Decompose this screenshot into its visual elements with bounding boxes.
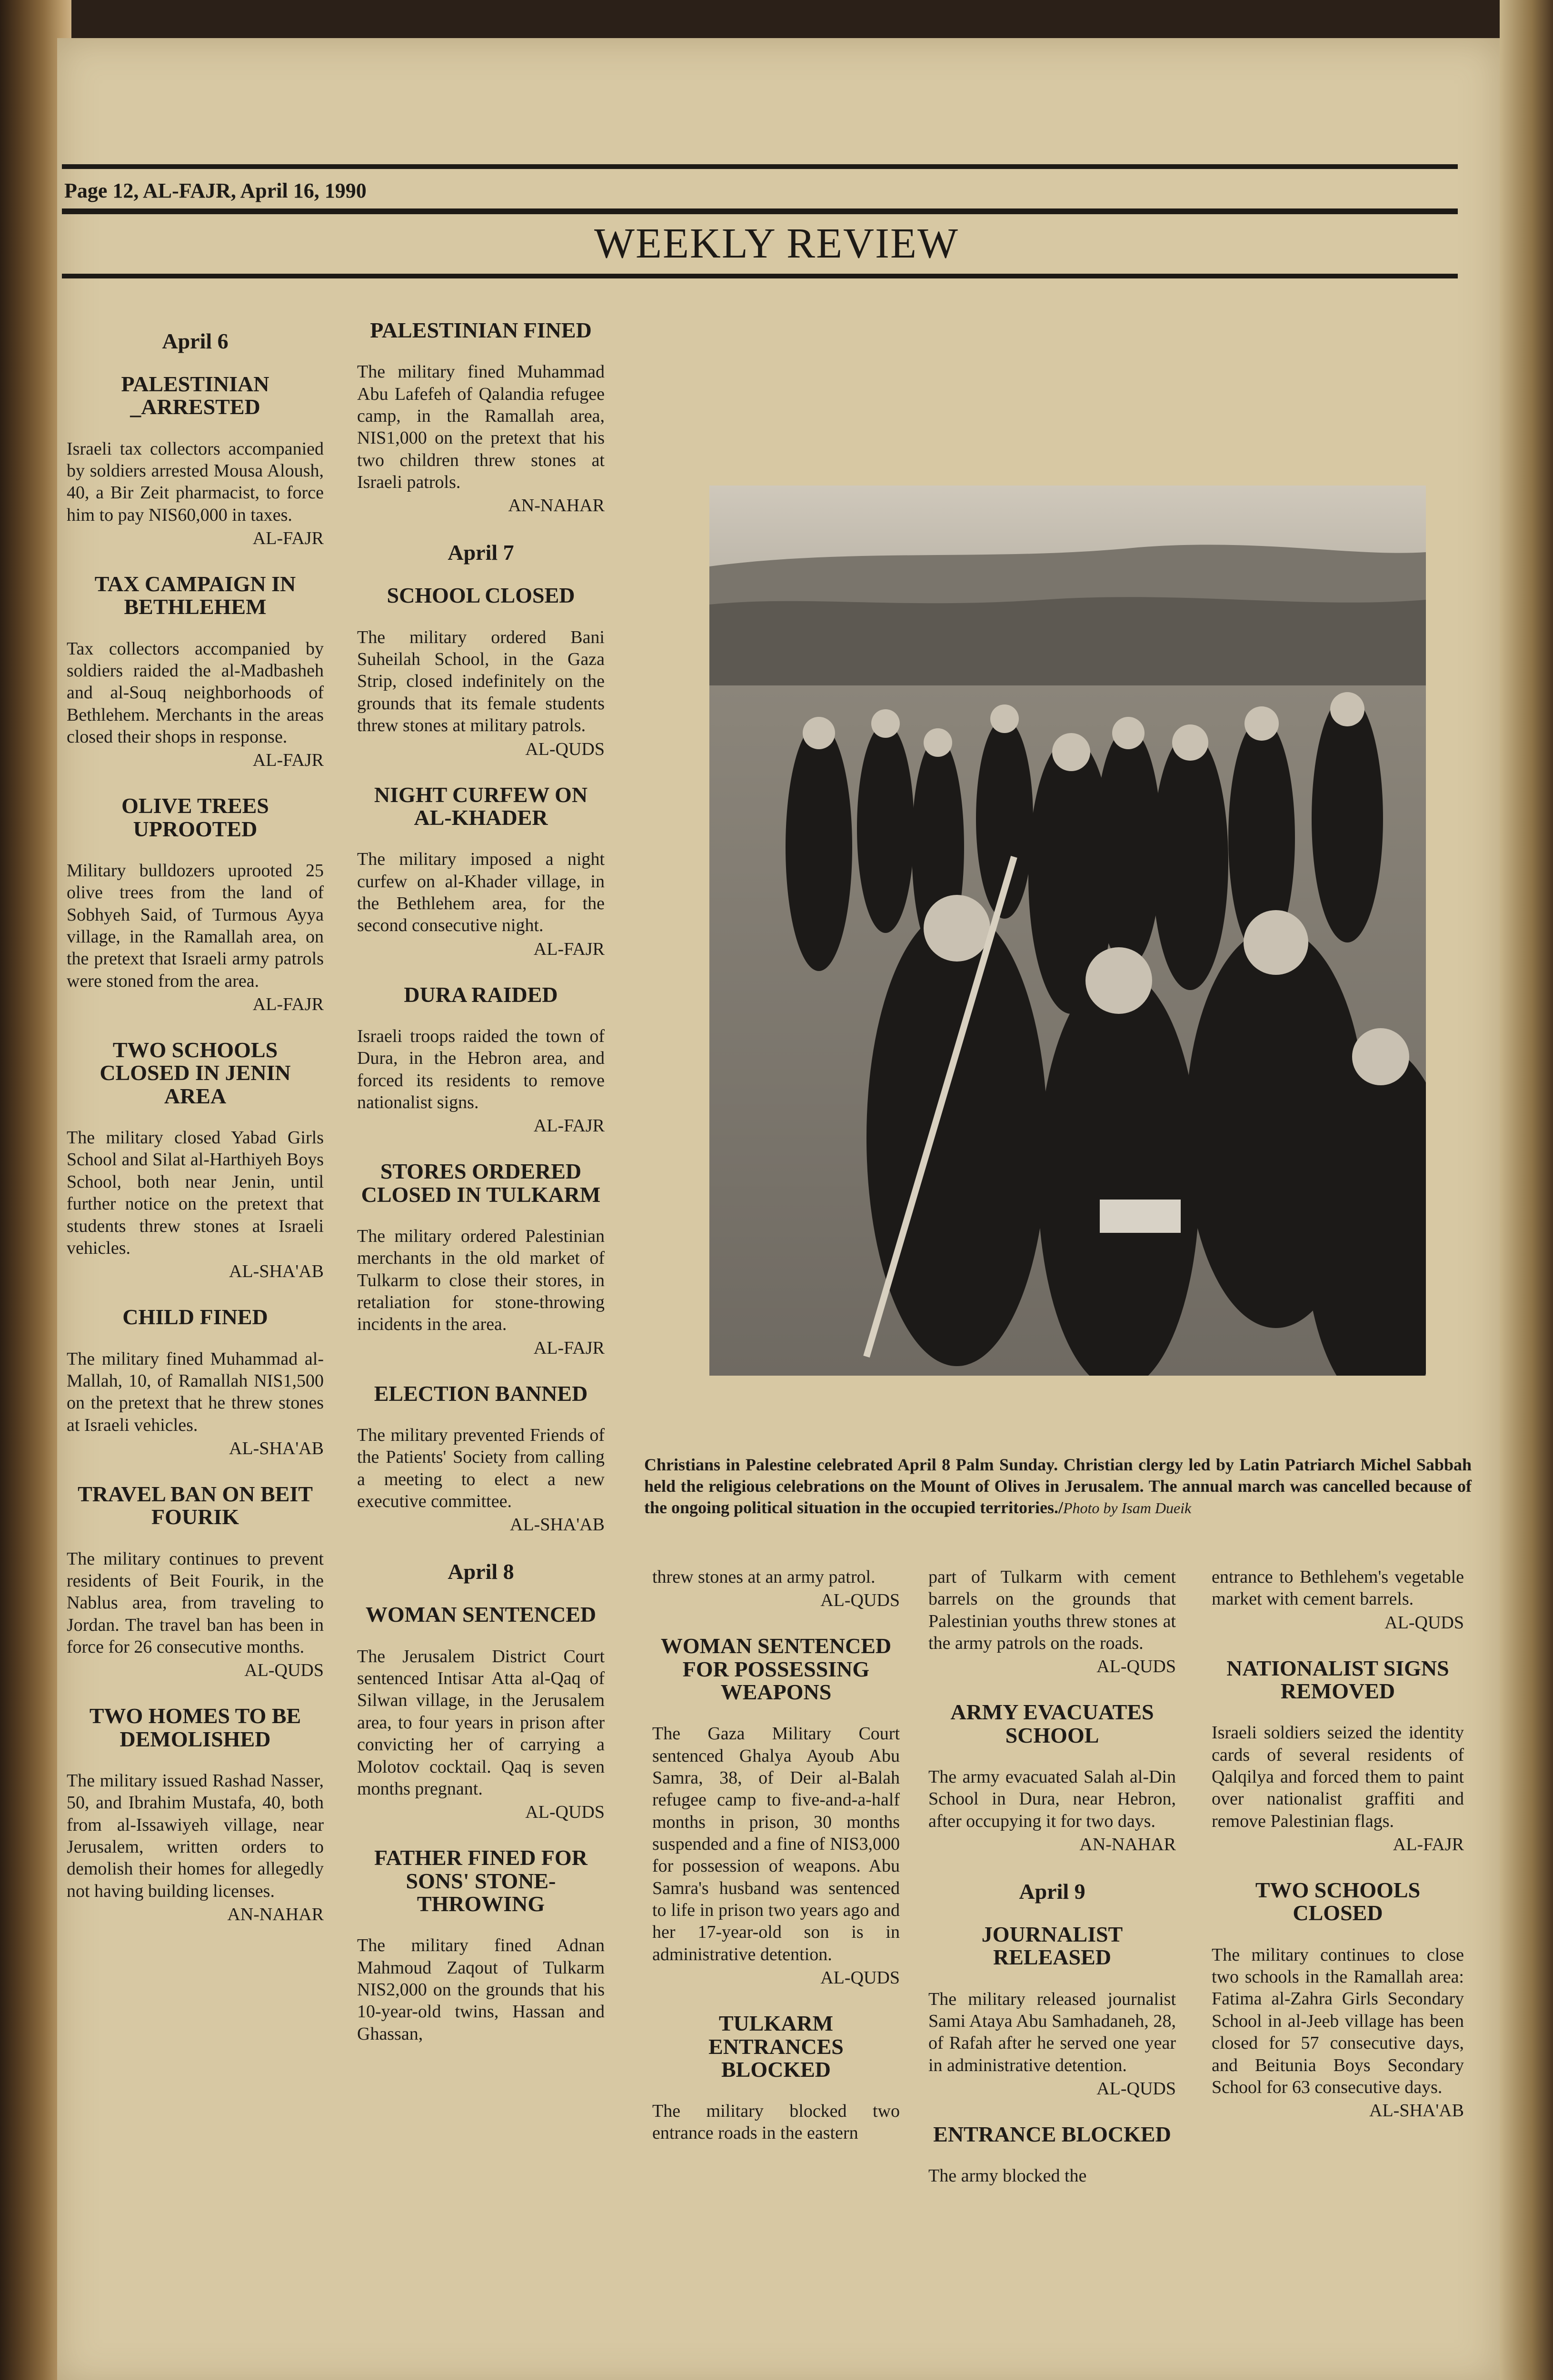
article (67, 1306, 324, 1459)
article (67, 794, 324, 1015)
article-body: The military issued Rashad Nasser, 50, and Ibrahim Mustafa, 40, both from al-Issawiyeh village, near Jerusalem, written orders to demolish their homes for allegedly not having building licenses. (67, 1770, 324, 1901)
article (1212, 1657, 1464, 1855)
article-body: Israeli soldiers seized the identity cards of several residents of Qalqilya and forced them to paint over nationalist graffiti and remove Palestinian flags. (1212, 1723, 1464, 1831)
top-rule (62, 164, 1458, 169)
article-body: The military released journalist Sami Ataya Abu Samhadaneh, 28, of Rafah after he served one year in administrative detention. (928, 1989, 1176, 2075)
source: AL-FAJR (252, 528, 324, 549)
source: AL-SHA'AB (229, 1261, 324, 1282)
page-edge (1500, 0, 1553, 2380)
headline: STORES ORDERED CLOSED IN TULKARM (361, 1159, 601, 1207)
article-body: The military continues to prevent residents of Beit Fourik, in the Nablus area, from traveling to Jordan. The travel ban has been in force for 26 consecutive months. (67, 1548, 324, 1657)
article (1212, 1566, 1464, 1633)
headline: TRAVEL BAN ON BEIT FOURIK (78, 1481, 313, 1529)
article-body: The Gaza Military Court sentenced Ghalya Ayoub Abu Samra, 38, of Deir al-Balah refugee camp to five-and-a-half months in prison, 30 months suspended and a fine of NIS3,000 for possession of weapons. Abu Samra's husband was sentenced to life in prison two years ago and her 17-year-old son is in administrative detention. (652, 1724, 900, 1964)
source: AL-QUDS (244, 1660, 324, 1681)
article-body: The army blocked the (928, 2166, 1087, 2186)
article (928, 1566, 1176, 1677)
article-body: The military fined Muhammad Abu Lafefeh of Qalandia refugee camp, in the Ramallah area, NIS1,000 on the pretext that his two children threw stones at Israeli patrols. (357, 362, 605, 493)
article (357, 983, 605, 1137)
date-heading: April 9 (1019, 1879, 1085, 1904)
article-body: Israeli tax collectors accompanied by soldiers arrested Mousa Aloush, 40, a Bir Zeit pharmacist, to force him to pay NIS60,000 in taxes. (67, 438, 324, 525)
source: AN-NAHAR (508, 496, 605, 516)
headline: NATIONALIST SIGNS REMOVED (1226, 1656, 1449, 1704)
headline: NIGHT CURFEW ON AL-KHADER (374, 782, 588, 830)
article (928, 1701, 1176, 1855)
article (67, 1483, 324, 1681)
article (357, 584, 605, 759)
article-body: threw stones at an army patrol. (652, 1567, 876, 1587)
article-body: Military bulldozers uprooted 25 olive trees from the land of Sobhyeh Said, of Turmous Ayya village, in the Ramallah area, on the pretext that Israeli army patrols were stoned from the area. (67, 861, 324, 991)
headline: WOMAN SENTENCED (365, 1602, 597, 1627)
headline: TWO SCHOOLS CLOSED (1255, 1878, 1421, 1925)
bleed-through (609, 333, 628, 399)
source: AL-FAJR (252, 994, 324, 1015)
article (357, 1160, 605, 1358)
source: AL-FAJR (533, 939, 605, 959)
article (67, 573, 324, 771)
article (652, 1635, 900, 1988)
source: AL-FAJR (1393, 1835, 1464, 1855)
article (67, 1705, 324, 1925)
article-body: The military closed Yabad Girls School and Silat al-Harthiyeh Boys School, both near Jenin, until further notice on the pretext that students threw stones at Israeli vehicles. (67, 1128, 324, 1258)
article-body: part of Tulkarm with cement barrels on the grounds that Palestinian youths threw stones at the army patrols on the roads. (928, 1567, 1176, 1654)
source: AL-SHA'AB (229, 1438, 324, 1458)
headline: TWO SCHOOLS CLOSED IN JENIN AREA (100, 1038, 291, 1108)
headline: ELECTION BANNED (374, 1381, 588, 1406)
headline: SCHOOL CLOSED (387, 583, 575, 608)
column-5 (1212, 1566, 1464, 2145)
source: AL-FAJR (533, 1338, 605, 1358)
headline: TWO HOMES TO BE DEMOLISHED (89, 1704, 301, 1751)
article (1212, 1879, 1464, 2121)
date-heading: April 6 (162, 329, 229, 353)
article-body: The military imposed a night curfew on al-Khader village, in the Bethlehem area, for the second consecutive night. (357, 849, 605, 936)
article (928, 1923, 1176, 2099)
source: AL-QUDS (525, 739, 605, 759)
headline: WOMAN SENTENCED FOR POSSESSING WEAPONS (660, 1634, 892, 1704)
article (928, 2123, 1176, 2187)
column-1 (67, 328, 324, 1949)
article-body: The military continues to close two schools in the Ramallah area: Fatima al-Zahra Girls Secondary School in al-Jeeb village has been closed for 57 consecutive days, and Beitunia Boys Secondary School for 63 consecutive days. (1212, 1944, 1464, 2097)
article-body: The military prevented Friends of the Patients' Society from calling a meeting to elect a new executive committee. (357, 1425, 605, 1512)
headline: DURA RAIDED (404, 982, 558, 1007)
article-body: The military ordered Bani Suheilah School, in the Gaza Strip, closed indefinitely on the grounds that its female students threw stones at military patrols. (357, 627, 605, 736)
caption-text: Christians in Palestine celebrated April 8 Palm Sunday. Christian clergy led by Latin Patriarch Michel Sabbah held the religious celebrations on the Mount of Olives in Jerusalem. The annual march was cancelled because of the ongoing political situation in the occupied territories./ (644, 1455, 1472, 1517)
header-rule (62, 208, 1458, 214)
masthead-rule (62, 274, 1458, 278)
date-heading: April 8 (448, 1559, 514, 1584)
section-title: WEEKLY REVIEW (594, 220, 959, 267)
source: AL-QUDS (1096, 1656, 1176, 1677)
headline: TAX CAMPAIGN IN BETHLEHEM (94, 572, 296, 619)
article-body: entrance to Bethlehem's vegetable market with cement barrels. (1212, 1567, 1464, 1609)
column-3 (652, 1566, 900, 2144)
headline: ARMY EVACUATES SCHOOL (950, 1700, 1154, 1747)
source: AL-QUDS (1384, 1612, 1464, 1633)
photo-caption (644, 1454, 1472, 1518)
headline: CHILD FINED (122, 1305, 268, 1329)
date-heading: April 7 (448, 540, 514, 565)
source: AN-NAHAR (1079, 1835, 1176, 1855)
column-2 (357, 319, 605, 2045)
article (357, 1846, 605, 2045)
palm-sunday-photo (709, 486, 1426, 1376)
source: AN-NAHAR (227, 1904, 324, 1925)
headline: TULKARM ENTRANCES BLOCKED (708, 2011, 844, 2082)
article (357, 1603, 605, 1823)
article-body: Israeli troops raided the town of Dura, in the Hebron area, and forced its residents to remove nationalist signs. (357, 1026, 605, 1112)
source: AL-QUDS (525, 1802, 605, 1823)
source: AL-QUDS (1096, 2079, 1176, 2099)
article-body: The army evacuated Salah al-Din School in Dura, near Hebron, after occupying it for two days. (928, 1767, 1176, 1831)
source: AL-QUDS (820, 1590, 900, 1611)
article (67, 1039, 324, 1282)
headline: OLIVE TREES UPROOTED (121, 793, 269, 841)
article (652, 2012, 900, 2144)
article (357, 783, 605, 960)
photo-credit: Photo by Isam Dueik (1063, 1499, 1192, 1517)
source: AL-FAJR (533, 1116, 605, 1136)
headline: FATHER FINED FOR SONS' STONE-THROWING (374, 1845, 588, 1916)
article (357, 319, 605, 516)
headline: PALESTINIAN FINED (370, 318, 592, 342)
article (67, 373, 324, 549)
article (652, 1566, 900, 1611)
article-body: The Jerusalem District Court sentenced Intisar Atta al-Qaq of Silwan village, in the Jerusalem area, to four years in prison after convicting her of carrying a Molotov cocktail. Qaq is seven months pregnant. (357, 1646, 605, 1799)
article-body: The military fined Adnan Mahmoud Zaqout of Tulkarm NIS2,000 on the grounds that his 10-year-old twins, Hassan and Ghassan, (357, 1935, 605, 2044)
page-line: Page 12, AL-FAJR, April 16, 1990 (64, 179, 367, 202)
source: AL-SHA'AB (1369, 2101, 1464, 2121)
photo-illustration (709, 486, 1426, 1376)
source: AL-QUDS (820, 1968, 900, 1988)
article (357, 1382, 605, 1536)
article-body: The military ordered Palestinian merchants in the old market of Tulkarm to close their stores, in retaliation for stone-throwing incidents in the area. (357, 1226, 605, 1335)
article-body: The military blocked two entrance roads in the eastern (652, 2101, 900, 2143)
source: AL-SHA'AB (510, 1515, 605, 1535)
headline: JOURNALIST RELEASED (981, 1922, 1123, 1970)
article-body: Tax collectors accompanied by soldiers raided the al-Madbasheh and al-Souq neighborhoods of Bethlehem. Merchants in the areas closed their shops in response. (67, 638, 324, 747)
headline: ENTRANCE BLOCKED (933, 2122, 1171, 2147)
article-body: The military fined Muhammad al-Mallah, 10, of Ramallah NIS1,500 on the pretext that he threw stones at Israeli vehicles. (67, 1349, 324, 1435)
headline: PALESTINIAN _ARRESTED (121, 372, 269, 419)
column-4 (928, 1566, 1176, 2187)
source: AL-FAJR (252, 750, 324, 771)
